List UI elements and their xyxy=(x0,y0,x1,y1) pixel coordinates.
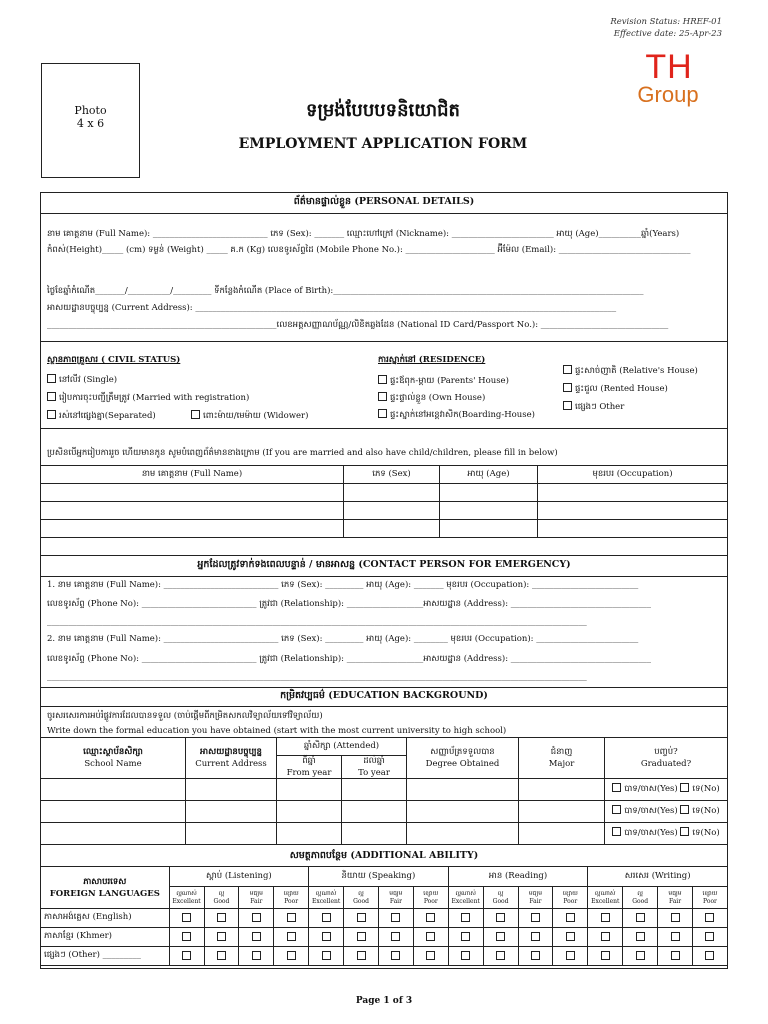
level-checkbox-cell[interactable] xyxy=(588,947,623,966)
level-checkbox-cell[interactable] xyxy=(588,909,623,928)
level-checkbox-cell[interactable] xyxy=(692,947,727,966)
checkbox-icon xyxy=(378,392,387,401)
level-checkbox-cell[interactable] xyxy=(204,928,239,947)
checkbox-icon[interactable] xyxy=(496,951,505,960)
checkbox-icon[interactable] xyxy=(461,913,470,922)
checkbox-icon[interactable] xyxy=(636,913,645,922)
checkbox-icon xyxy=(47,374,56,383)
civil-widower-option[interactable]: ពោះម៉ាយ/មេម៉ាយ (Widower) xyxy=(191,410,308,422)
children-table xyxy=(40,465,728,538)
checkbox-icon[interactable] xyxy=(322,932,331,941)
level-checkbox-cell[interactable] xyxy=(169,928,204,947)
emergency-person2-line3[interactable]: _______________________________________________________________________________________________________________________________ xyxy=(47,672,587,682)
level-header-cell: ខ្សោយ Poor xyxy=(553,887,588,909)
checkbox-icon[interactable] xyxy=(496,913,505,922)
level-checkbox-cell[interactable] xyxy=(448,909,483,928)
col-listening: ស្តាប់ (Listening) xyxy=(169,867,309,887)
level-header-cell: ល្អ Good xyxy=(204,887,239,909)
civil-married-option[interactable]: រៀបការចុះបញ្ជីត្រឹមត្រូវ (Married with registration) xyxy=(47,392,249,404)
emergency-person2-line1[interactable]: 2. នាម គោត្តនាម (Full Name): ___________________________ ភេទ (Sex): _________ អាយុ (Age): ________ មុខរបរ (Occupation): ________________________ xyxy=(47,634,639,644)
level-checkbox-cell[interactable] xyxy=(692,909,727,928)
level-header-cell: ខ្សោយ Poor xyxy=(274,887,309,909)
level-checkbox-cell[interactable] xyxy=(169,909,204,928)
level-checkbox-cell[interactable] xyxy=(623,928,658,947)
education-table xyxy=(40,737,728,845)
level-checkbox-cell[interactable] xyxy=(588,928,623,947)
level-checkbox-cell[interactable] xyxy=(518,947,553,966)
level-header-cell: ល្អណាស់ Excellent xyxy=(448,887,483,909)
checkbox-icon xyxy=(563,365,572,374)
company-logo-group: Group xyxy=(637,82,699,107)
checkbox-icon[interactable] xyxy=(217,913,226,922)
checkbox-icon[interactable] xyxy=(252,932,261,941)
residence-own-option[interactable]: ផ្ទះផ្ទាល់ខ្លួន (Own House) xyxy=(378,392,485,404)
checkbox-icon xyxy=(563,383,572,392)
checkbox-icon[interactable] xyxy=(217,932,226,941)
col-speaking: និយាយ (Speaking) xyxy=(309,867,449,887)
checkbox-icon[interactable] xyxy=(287,932,296,941)
col-graduated: បញ្ចប់? Graduated? xyxy=(605,738,728,779)
checkbox-icon[interactable] xyxy=(357,932,366,941)
checkbox-icon[interactable] xyxy=(426,951,435,960)
checkbox-icon[interactable] xyxy=(531,913,540,922)
col-reading: អាន (Reading) xyxy=(448,867,588,887)
level-checkbox-cell[interactable] xyxy=(448,928,483,947)
checkbox-icon[interactable] xyxy=(252,951,261,960)
checkbox-icon[interactable] xyxy=(391,951,400,960)
emergency-person2-line2[interactable]: លេខទូរស័ព្ទ (Phone No): ___________________________ ត្រូវជា (Relationship): __________________អាសយដ្ឋាន (Address): _________________________________ xyxy=(47,654,652,664)
level-checkbox-cell[interactable] xyxy=(623,909,658,928)
level-checkbox-cell[interactable] xyxy=(553,947,588,966)
level-checkbox-cell[interactable] xyxy=(204,909,239,928)
level-checkbox-cell[interactable] xyxy=(658,909,693,928)
col-attended: ឆ្នាំសិក្សា (Attended) xyxy=(277,738,407,756)
checkbox-icon[interactable] xyxy=(601,951,610,960)
graduated-choice[interactable]: បាទ/ចាស(Yes) ទេ(No) xyxy=(605,779,728,801)
checkbox-icon[interactable] xyxy=(322,913,331,922)
level-checkbox-cell[interactable] xyxy=(378,947,413,966)
level-header-cell: មធ្យម Fair xyxy=(518,887,553,909)
table-row[interactable] xyxy=(41,801,728,823)
col-writing: សរសេរ (Writing) xyxy=(588,867,728,887)
personal-details-heading: ព័ត៌មានផ្ទាល់ខ្លួន (PERSONAL DETAILS) xyxy=(293,196,475,207)
level-checkbox-cell[interactable] xyxy=(344,909,379,928)
level-checkbox-cell[interactable] xyxy=(378,909,413,928)
effective-date: Effective date: 25-Apr-23 xyxy=(613,29,722,39)
level-checkbox-cell[interactable] xyxy=(274,947,309,966)
residence-rented-option[interactable]: ផ្ទះជួល (Rented House) xyxy=(563,383,668,395)
form-frame xyxy=(40,192,728,969)
level-header-cell: មធ្យម Fair xyxy=(239,887,274,909)
col-to-year: ដល់ឆ្នាំ To year xyxy=(342,756,407,779)
checkbox-icon xyxy=(47,392,56,401)
checkbox-icon[interactable] xyxy=(566,913,575,922)
residence-heading: ការស្នាក់នៅ (RESIDENCE) xyxy=(378,355,486,365)
checkbox-icon[interactable] xyxy=(636,932,645,941)
checkbox-icon[interactable] xyxy=(426,913,435,922)
col-age: អាយុ (Age) xyxy=(440,466,538,484)
level-checkbox-cell[interactable] xyxy=(483,928,518,947)
col-full-name: នាម គោត្តនាម (Full Name) xyxy=(41,466,344,484)
checkbox-icon[interactable] xyxy=(182,913,191,922)
checkbox-icon[interactable] xyxy=(357,913,366,922)
checkbox-icon xyxy=(378,375,387,384)
level-checkbox-cell[interactable] xyxy=(239,909,274,928)
photo-box[interactable] xyxy=(41,63,140,178)
level-header-cell: ល្អ Good xyxy=(344,887,379,909)
level-checkbox-cell[interactable] xyxy=(658,928,693,947)
personal-line-height[interactable]: កំពស់(Height)_____ (cm) ទម្ងន់ (Weight) _____ គ.ក (Kg) លេខទូរស័ព្ទដៃ (Mobile Phone No.): _____________________ អ៊ីម៉ែល (Email): _______________________________ xyxy=(47,245,691,255)
residence-boarding-option[interactable]: ផ្ទះស្នាក់នៅអន្តេវាសិក(Boarding-House) xyxy=(378,409,535,421)
checkbox-icon[interactable] xyxy=(531,951,540,960)
checkbox-icon[interactable] xyxy=(671,951,680,960)
checkbox-icon xyxy=(191,410,200,419)
level-checkbox-cell[interactable] xyxy=(658,947,693,966)
level-checkbox-cell[interactable] xyxy=(378,928,413,947)
checkbox-icon xyxy=(378,409,387,418)
col-from-year: ពីឆ្នាំ From year xyxy=(277,756,342,779)
checkbox-icon[interactable] xyxy=(252,913,261,922)
ability-heading: សមត្ថភាពបន្ថែម (ADDITIONAL ABILITY) xyxy=(289,850,479,861)
checkbox-icon[interactable] xyxy=(566,951,575,960)
checkbox-icon[interactable] xyxy=(461,951,470,960)
level-checkbox-cell[interactable] xyxy=(274,909,309,928)
checkbox-icon[interactable] xyxy=(182,932,191,941)
checkbox-icon[interactable] xyxy=(671,913,680,922)
level-checkbox-cell[interactable] xyxy=(413,909,448,928)
level-header-cell: ខ្សោយ Poor xyxy=(413,887,448,909)
checkbox-icon[interactable] xyxy=(531,932,540,941)
residence-parents-option[interactable]: ផ្ទះឪពុក-ម្តាយ (Parents' House) xyxy=(378,375,509,387)
checkbox-icon[interactable] xyxy=(461,932,470,941)
checkbox-icon xyxy=(47,410,56,419)
level-checkbox-cell[interactable] xyxy=(344,928,379,947)
level-checkbox-cell[interactable] xyxy=(274,928,309,947)
personal-line-address[interactable]: អាសយដ្ឋានបច្ចុប្បន្ន (Current Address): ___________________________________________________________________________________________________ xyxy=(47,303,617,313)
table-row[interactable] xyxy=(41,484,728,502)
emergency-person1-line1[interactable]: 1. នាម គោត្តនាម (Full Name): ___________________________ ភេទ (Sex): _________ អាយុ (Age): _______ មុខរបរ (Occupation): _________________________ xyxy=(47,580,639,590)
level-checkbox-cell[interactable] xyxy=(239,947,274,966)
civil-separated-option[interactable]: រស់នៅផ្សេងគ្នា(Separated) xyxy=(47,410,156,422)
col-major: ជំនាញ Major xyxy=(519,738,605,779)
personal-line-id[interactable]: ______________________________________________________លេខអត្តសញ្ញាណប័ណ្ណ/លិខិតឆ្លងដែន (National ID Card/Passport No.): ______________________________ xyxy=(47,320,669,330)
checkbox-icon[interactable] xyxy=(496,932,505,941)
level-checkbox-cell[interactable] xyxy=(309,909,344,928)
revision-info xyxy=(610,16,722,40)
level-checkbox-cell[interactable] xyxy=(483,947,518,966)
form-title-english: EMPLOYMENT APPLICATION FORM xyxy=(238,136,528,152)
col-current-address: អាសយដ្ឋានបច្ចុប្បន្ន Current Address xyxy=(186,738,277,779)
checkbox-icon[interactable] xyxy=(705,913,714,922)
level-header-cell: ល្អ Good xyxy=(483,887,518,909)
level-header-cell: ល្អណាស់ Excellent xyxy=(169,887,204,909)
level-header-cell: ល្អ Good xyxy=(623,887,658,909)
photo-label: Photo xyxy=(74,104,107,117)
level-checkbox-cell[interactable] xyxy=(309,928,344,947)
checkbox-icon[interactable] xyxy=(391,913,400,922)
checkbox-icon[interactable] xyxy=(322,951,331,960)
education-note-english: Write down the formal education you have obtained (start with the most current university to high school) xyxy=(47,726,507,736)
civil-status-heading: ស្ថានភាពគ្រួសារ ( CIVIL STATUS) xyxy=(47,355,181,365)
graduated-choice[interactable]: បាទ/ចាស(Yes) ទេ(No) xyxy=(605,801,728,823)
col-school-name: ឈ្មោះស្ថាប័នសិក្សា School Name xyxy=(41,738,186,779)
language-row-khmer[interactable]: ភាសាខ្មែរ (Khmer) xyxy=(41,928,728,947)
checkbox-icon[interactable] xyxy=(705,951,714,960)
level-checkbox-cell[interactable] xyxy=(483,909,518,928)
level-checkbox-cell[interactable] xyxy=(553,909,588,928)
level-checkbox-cell[interactable] xyxy=(413,947,448,966)
children-note: ប្រសិនបើអ្នករៀបការរួច ហើយមានកូន សូមបំពេញព័ត៌មានខាងក្រោម (If you are married and also have child/children, please fill in below) xyxy=(47,448,558,458)
level-header-cell: មធ្យម Fair xyxy=(658,887,693,909)
checkbox-icon[interactable] xyxy=(636,951,645,960)
personal-line-birth[interactable]: ថ្ងៃខែឆ្នាំកំណើត_______/__________/_________ ទីកន្លែងកំណើត (Place of Birth):_________________________________________________________________________ xyxy=(47,286,644,296)
level-header-cell: ល្អណាស់ Excellent xyxy=(309,887,344,909)
emergency-heading: អ្នកដែលត្រូវទាក់ទងពេលបន្ទាន់ / មានអាសន្ន (CONTACT PERSON FOR EMERGENCY) xyxy=(197,559,571,570)
checkbox-icon[interactable] xyxy=(287,913,296,922)
checkbox-icon[interactable] xyxy=(217,951,226,960)
checkbox-icon[interactable] xyxy=(287,951,296,960)
company-logo-th: TH xyxy=(645,48,693,86)
level-header-cell: ខ្សោយ Poor xyxy=(692,887,727,909)
checkbox-icon[interactable] xyxy=(357,951,366,960)
level-checkbox-cell[interactable] xyxy=(553,928,588,947)
checkbox-icon[interactable] xyxy=(601,913,610,922)
form-title-khmer: ទម្រង់បែបបទនិយោជិត xyxy=(306,100,460,121)
civil-single-option[interactable]: នៅលីវ (Single) xyxy=(47,374,117,386)
level-checkbox-cell[interactable] xyxy=(518,909,553,928)
table-header-row xyxy=(41,466,728,484)
emergency-person1-line3[interactable]: _______________________________________________________________________________________________________________________________ xyxy=(47,617,587,627)
level-checkbox-cell[interactable] xyxy=(344,947,379,966)
level-checkbox-cell[interactable] xyxy=(413,928,448,947)
level-checkbox-cell[interactable] xyxy=(239,928,274,947)
checkbox-icon[interactable] xyxy=(566,932,575,941)
photo-size: 4 x 6 xyxy=(76,117,105,130)
level-checkbox-cell[interactable] xyxy=(692,928,727,947)
personal-line-name[interactable]: នាម គោត្តនាម (Full Name): ___________________________ ភេទ (Sex): _______ ឈ្មោះហៅក្រៅ (Nickname): ________________________ អាយុ (Age)__________ឆ្នាំ(Years) xyxy=(47,229,680,239)
table-row[interactable] xyxy=(41,823,728,845)
col-occupation: មុខរបរ (Occupation) xyxy=(538,466,728,484)
level-checkbox-cell[interactable] xyxy=(169,947,204,966)
table-row[interactable] xyxy=(41,779,728,801)
language-row-other[interactable]: ផ្សេងៗ (Other) _________ xyxy=(41,947,728,966)
checkbox-icon xyxy=(563,401,572,410)
checkbox-icon[interactable] xyxy=(426,932,435,941)
checkbox-icon[interactable] xyxy=(601,932,610,941)
level-header-cell: មធ្យម Fair xyxy=(378,887,413,909)
level-checkbox-cell[interactable] xyxy=(448,947,483,966)
education-heading: កម្រិតវប្បធម៌ (EDUCATION BACKGROUND) xyxy=(280,690,488,701)
checkbox-icon[interactable] xyxy=(391,932,400,941)
level-header-cell: ល្អណាស់ Excellent xyxy=(588,887,623,909)
residence-other-option[interactable]: ផ្សេងៗ Other xyxy=(563,401,624,413)
language-table xyxy=(40,866,728,966)
education-note-khmer: ចូរសរសេរការអប់រំផ្លូវការដែលបានទទួល (ចាប់ផ្តើមពីកម្រិតសកលវិទ្យាល័យទៅវិទ្យាល័យ) xyxy=(47,711,323,721)
col-degree: សញ្ញាប័ត្រទទួលបាន Degree Obtained xyxy=(407,738,519,779)
revision-status: Revision Status: HREF-01 xyxy=(610,17,722,27)
col-foreign-languages: ភាសាបរទេស FOREIGN LANGUAGES xyxy=(41,867,170,909)
level-checkbox-cell[interactable] xyxy=(518,928,553,947)
level-checkbox-cell[interactable] xyxy=(623,947,658,966)
table-row[interactable] xyxy=(41,502,728,520)
emergency-person1-line2[interactable]: លេខទូរស័ព្ទ (Phone No): ___________________________ ត្រូវជា (Relationship): __________________អាសយដ្ឋាន (Address): _________________________________ xyxy=(47,599,652,609)
checkbox-icon[interactable] xyxy=(182,951,191,960)
graduated-choice[interactable]: បាទ/ចាស(Yes) ទេ(No) xyxy=(605,823,728,845)
col-sex: ភេទ (Sex) xyxy=(344,466,440,484)
checkbox-icon[interactable] xyxy=(705,932,714,941)
level-checkbox-cell[interactable] xyxy=(309,947,344,966)
residence-relative-option[interactable]: ផ្ទះសាច់ញាតិ (Relative's House) xyxy=(563,365,698,377)
language-row-english[interactable]: ភាសាអង់គ្លេស (English) xyxy=(41,909,728,928)
level-checkbox-cell[interactable] xyxy=(204,947,239,966)
table-row[interactable] xyxy=(41,520,728,538)
checkbox-icon[interactable] xyxy=(671,932,680,941)
page-number: Page 1 of 3 xyxy=(355,996,413,1006)
